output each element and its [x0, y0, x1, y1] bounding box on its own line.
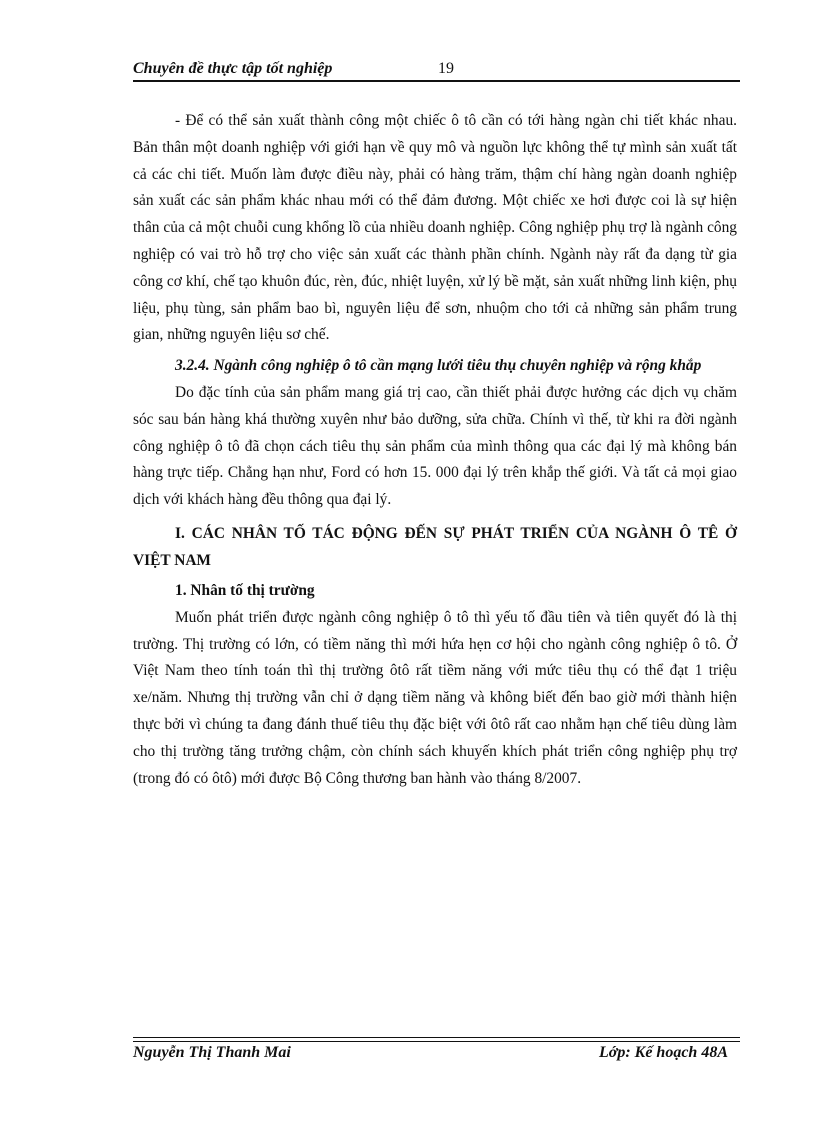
class-info: Lớp: Kế hoạch 48A	[598, 1044, 728, 1061]
footer-divider-thick	[133, 1041, 740, 1042]
item-heading-market: 1. Nhân tố thị trường	[175, 581, 315, 599]
page-number: 19	[438, 60, 454, 77]
page-footer	[133, 1044, 740, 1068]
header-divider	[133, 80, 740, 82]
section-heading-I: I. CÁC NHÂN TỐ TÁC ĐỘNG ĐẾN SỰ PHÁT TRIỂN CỦA NGÀNH Ô TÊ Ở VIỆT NAM	[133, 524, 737, 569]
paragraph-market: Muốn phát triển được ngành công nghiệp ô tô thì yếu tố đầu tiên và tiên quyết đó là thị trường. Thị trường có lớn, có tiềm năng thì mới hứa hẹn cơ hội cho ngành công nghiệp ô tô. Ở Việt Nam theo tính toán thì thị trường ôtô rất tiềm năng với mức tiêu thụ có thể đạt 1 triệu xe/năm. Nhưng thị trường vẫn chỉ ở dạng tiềm năng và không biết đến bao giờ mới thành hiện thực bởi vì chúng ta đang đánh thuế tiêu thụ đặc biệt với ôtô rất cao nhằm hạn chế tiêu dùng làm cho thị trường tăng trưởng chậm, còn chính sách khuyến khích phát triển công nghiệp phụ trợ (trong đó có ôtô) mới được Bộ Công thương ban hành vào tháng 8/2007.	[133, 608, 737, 787]
document-title: Chuyên đề thực tập tốt nghiệp	[133, 60, 333, 77]
page-body	[133, 108, 737, 792]
page-header	[133, 58, 740, 82]
paragraph-distribution: Do đặc tính của sản phẩm mang giá trị cao, cần thiết phải được hưởng các dịch vụ chăm sóc sau bán hàng khá thường xuyên như bảo dưỡng, sửa chữa. Chính vì thế, từ khi ra đời ngành công nghiệp ô tô đã chọn cách tiêu thụ sản phẩm của mình thông qua các đại lý mà không bán hàng trực tiếp. Chẳng hạn như, Ford có hơn 15. 000 đại lý trên khắp thế giới. Và tất cả mọi giao dịch với khách hàng đều thông qua đại lý.	[133, 383, 737, 509]
footer-divider-thin	[133, 1037, 740, 1038]
paragraph-components: - Để có thể sản xuất thành công một chiếc ô tô cần có tới hàng ngàn chi tiết khác nhau. Bản thân một doanh nghiệp với giới hạn về quy mô và nguồn lực không thể tự mình sản xuất tất cả các chi tiết. Muốn làm được điều này, phải có hàng trăm, thậm chí hàng ngàn doanh nghiệp sản xuất các sản phẩm khác nhau mới có thể đảm đương. Một chiếc xe hơi được coi là sự hiện thân của cả một chuỗi cung khổng lồ của nhiều doanh nghiệp. Công nghiệp phụ trợ là ngành công nghiệp có vai trò hỗ trợ cho việc sản xuất các thành phần chính. Ngành này rất đa dạng từ gia công cơ khí, chế tạo khuôn đúc, rèn, đúc, nhiệt luyện, xử lý bề mặt, sản xuất những linh kiện, phụ liệu, phụ tùng, sản phẩm bao bì, nguyên liệu để sơn, nhuộm cho tới cả những sản phẩm trung gian, những nguyên liệu sơ chế.	[133, 112, 737, 344]
subsection-heading-3-2-4: 3.2.4. Ngành công nghiệp ô tô cần mạng lưới tiêu thụ chuyên nghiệp và rộng khắp	[175, 357, 702, 375]
author-name: Nguyễn Thị Thanh Mai	[133, 1044, 291, 1061]
